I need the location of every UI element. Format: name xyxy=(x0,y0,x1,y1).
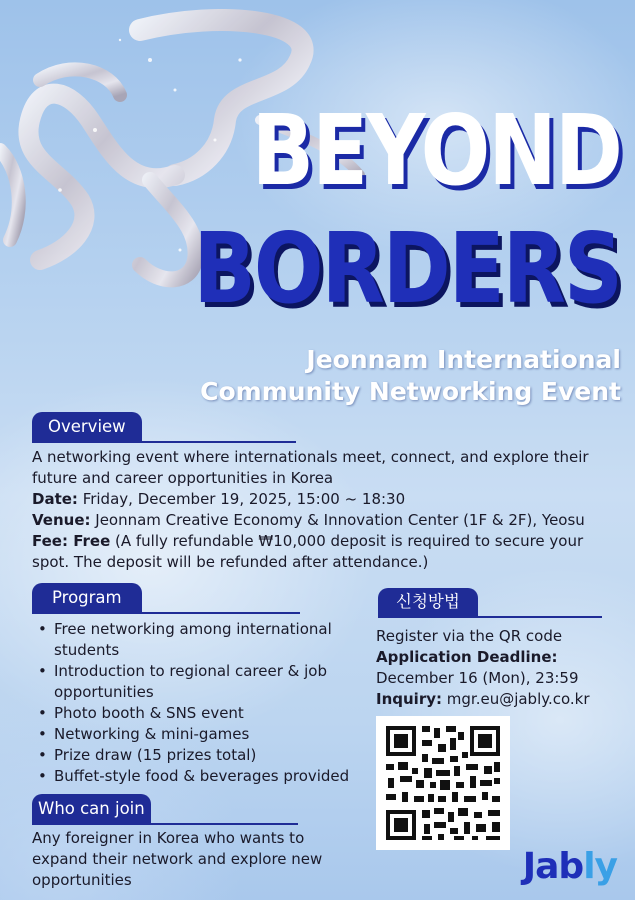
venue-line xyxy=(32,510,617,531)
overview-description: A networking event where internationals meet, connect, and explore their future and career opportunities in Korea xyxy=(32,448,589,487)
apply-divider xyxy=(378,616,602,618)
date-value: Friday, December 19, 2025, 15:00 ~ 18:30 xyxy=(77,490,406,508)
overview-divider xyxy=(32,441,296,443)
deadline-label: Application Deadline: xyxy=(376,648,558,666)
apply-section xyxy=(376,626,626,710)
event-subtitle xyxy=(200,344,621,408)
register-text: Register via the QR code xyxy=(376,627,563,645)
date-line xyxy=(32,489,617,510)
program-section xyxy=(34,619,370,787)
program-item: • Free networking among international students xyxy=(34,619,370,661)
deadline-value: December 16 (Mon), 23:59 xyxy=(376,669,579,687)
who-can-join-text: Any foreigner in Korea who wants to expand their network and explore new opportunities xyxy=(32,829,323,889)
logo-text-accent: ly xyxy=(583,846,617,887)
fee-label: Fee: Free xyxy=(32,532,111,550)
subtitle-line-2: Community Networking Event xyxy=(200,377,621,406)
who-can-join-divider xyxy=(32,823,298,825)
title-line-1: BEYOND xyxy=(251,95,621,208)
venue-label: Venue: xyxy=(32,511,91,529)
program-divider xyxy=(32,612,300,614)
registration-qr-code[interactable] xyxy=(376,716,510,850)
inquiry-label: Inquiry: xyxy=(376,690,442,708)
program-item: • Prize draw (15 prizes total) xyxy=(34,745,370,766)
overview-heading: Overview xyxy=(32,412,142,442)
venue-value: Jeonnam Creative Economy & Innovation Center (1F & 2F), Yeosu xyxy=(90,511,585,529)
title-line-2: BORDERS xyxy=(193,213,621,326)
who-can-join-heading: Who can join xyxy=(32,794,151,824)
subtitle-line-1: Jeonnam International xyxy=(306,345,621,374)
fee-value: (A fully refundable ₩10,000 deposit is required to secure your spot. The deposit will be refunded after attendance.) xyxy=(32,532,584,571)
program-item: • Buffet-style food & beverages provided xyxy=(34,766,370,787)
inquiry-email: mgr.eu@jably.co.kr xyxy=(442,690,590,708)
apply-heading: 신청방법 xyxy=(378,588,478,616)
program-heading: Program xyxy=(32,583,142,613)
program-item: • Introduction to regional career & job opportunities xyxy=(34,661,370,703)
program-item: • Networking & mini-games xyxy=(34,724,370,745)
program-item: • Photo booth & SNS event xyxy=(34,703,370,724)
overview-section xyxy=(32,447,617,573)
qr-code-graphic xyxy=(376,716,510,850)
program-list xyxy=(34,619,370,787)
inquiry-line xyxy=(376,689,626,710)
fee-line xyxy=(32,531,617,573)
date-label: Date: xyxy=(32,490,78,508)
logo-text-main: Jab xyxy=(522,846,584,887)
jably-logo xyxy=(523,846,617,887)
